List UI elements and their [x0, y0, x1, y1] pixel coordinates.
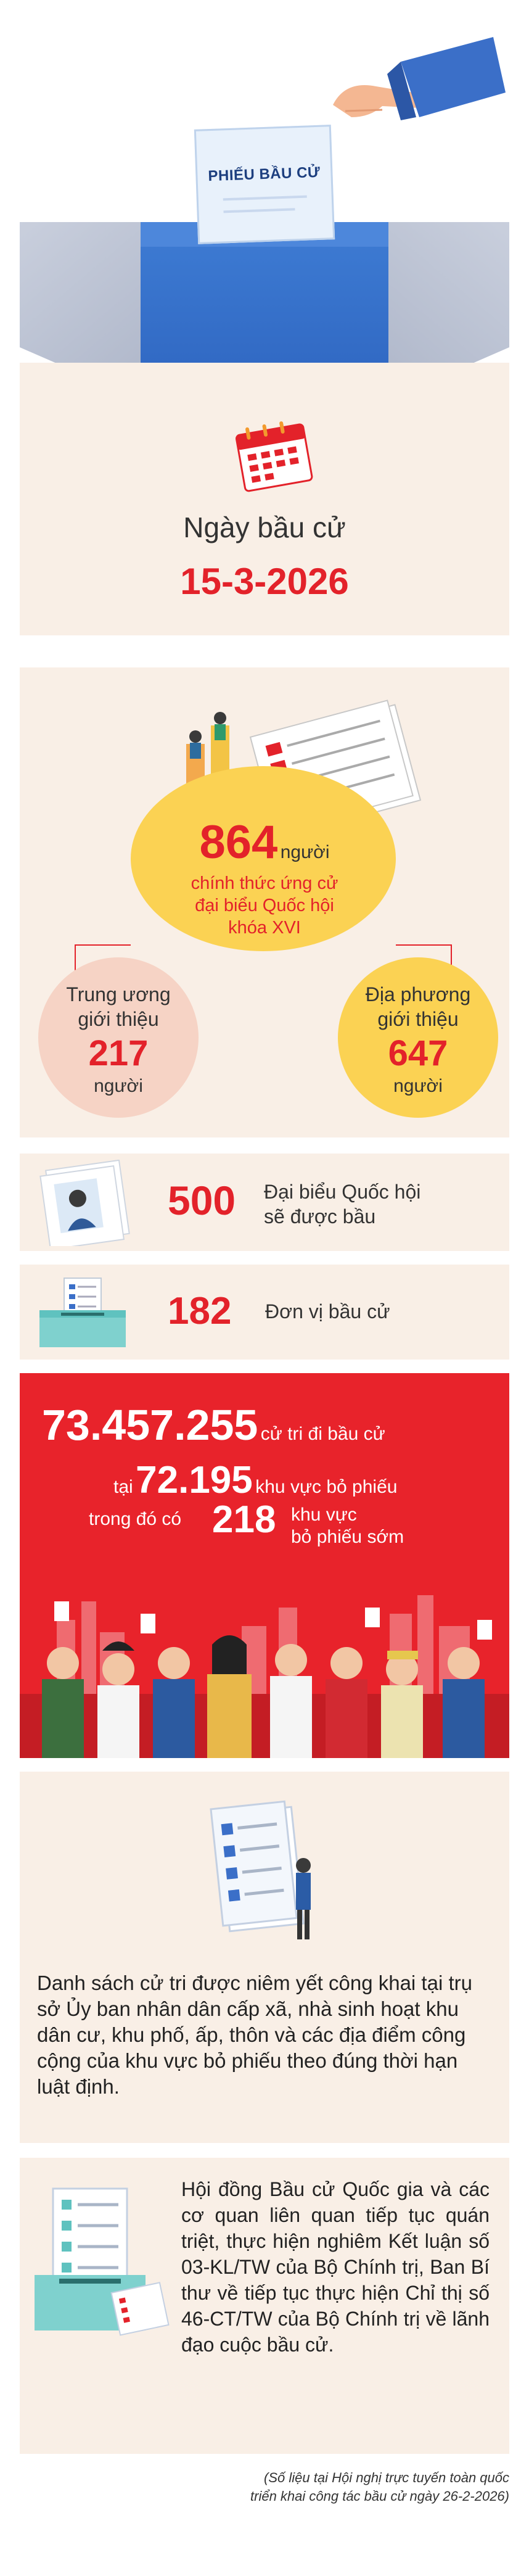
- central-unit: người: [94, 1076, 143, 1096]
- total-candidates-desc: chính thức ứng cử đại biểu Quốc hội khóa XVI: [191, 873, 338, 938]
- units-panel: [20, 1265, 509, 1360]
- local-title: Địa phương giới thiệu: [365, 983, 471, 1030]
- documents-stack-icon: [28, 2182, 170, 2343]
- hand-icon: [308, 37, 506, 160]
- local-number: 647: [388, 1033, 448, 1073]
- voter-list-panel: [20, 1772, 509, 2143]
- calendar-icon: [231, 418, 317, 492]
- early-text: khu vực bỏ phiếu sớm: [291, 1505, 404, 1547]
- central-number: 217: [88, 1033, 149, 1073]
- election-date-label: Ngày bầu cử: [183, 511, 346, 543]
- early-including: trong đó có: [89, 1509, 182, 1529]
- ballot-box-icon: [33, 1273, 132, 1353]
- voters-crowd-illustration: [20, 1577, 509, 1758]
- deputies-text: Đại biểu Quốc hội sẽ được bầu: [264, 1181, 421, 1228]
- voters-line: [42, 1400, 385, 1450]
- early-number: 218: [212, 1498, 276, 1541]
- central-title: Trung ương giới thiệu: [66, 983, 171, 1030]
- areas-line: [113, 1458, 397, 1502]
- voter-list-text: Danh sách cử tri được niêm yết công khai tại trụ sở Ủy ban nhân dân cấp xã, nhà sinh hoạt khu dân cư, khu phố, ấp, thôn và các địa điểm công cộng của khu vực bỏ phiếu theo đúng thời hạn luật định.: [37, 1971, 472, 2098]
- areas-text: khu vực bỏ phiếu: [255, 1477, 398, 1497]
- voters-count-text: cử tri đi bầu cử: [260, 1424, 385, 1444]
- total-candidates-number: 864: [199, 816, 278, 869]
- candidates-panel: [20, 667, 509, 1137]
- source-note: (Số liệu tại Hội nghị trực tuyến toàn quốc triển khai công tác bầu cử ngày 26-2-2026): [250, 2470, 509, 2504]
- areas-number: 72.195: [136, 1459, 253, 1501]
- council-text: Hội đồng Bầu cử Quốc gia và các cơ quan liên quan tiếp tục quán triệt, thực hiện nghiêm Kết luận số 03-KL/TW của Bộ Chính trị, Ban Bí thư về tiếp tục thực hiện Chỉ thị số 46-CT/TW của Bộ Chính trị về lãnh đạo cuộc bầu cử.: [181, 2178, 490, 2356]
- deputy-card-icon: [26, 1160, 137, 1246]
- total-candidates-block: [150, 815, 379, 869]
- units-text: Đơn vị bầu cử: [265, 1300, 390, 1323]
- voters-count: 73.457.255: [42, 1401, 258, 1449]
- election-date-value: 15-3-2026: [180, 561, 349, 602]
- deputies-number: 500: [168, 1178, 236, 1223]
- council-panel: [20, 2158, 509, 2454]
- election-date-panel: [20, 363, 509, 635]
- ballot-label: PHIẾU BẦU CỬ: [208, 163, 321, 185]
- areas-at: tại: [113, 1477, 133, 1497]
- voters-panel: [20, 1373, 509, 1758]
- local-unit: người: [393, 1076, 443, 1096]
- notice-board-icon: [205, 1798, 328, 1946]
- deputies-panel: [20, 1154, 509, 1251]
- total-candidates-unit: người: [280, 842, 330, 862]
- units-number: 182: [168, 1290, 232, 1332]
